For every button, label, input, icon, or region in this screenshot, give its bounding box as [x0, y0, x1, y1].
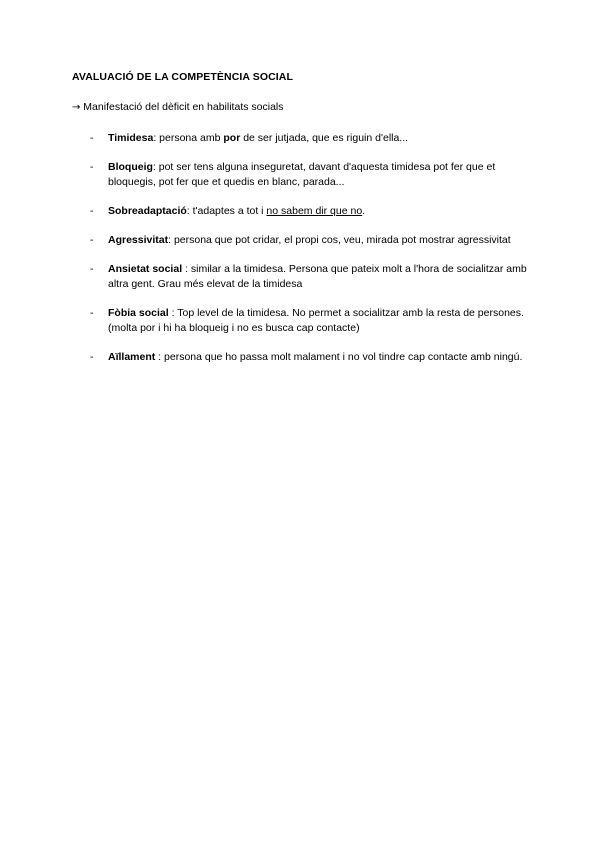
section-subtitle: [72, 101, 284, 113]
item-text: : pot ser tens alguna inseguretat, davant d'aquesta timidesa pot fer que et bloquegis, pot fer que et quedis en blanc, parada...: [108, 161, 496, 188]
item-term: Agressivitat: [108, 234, 169, 246]
item-text: : Top level de la timidesa. No permet a socialitzar amb la resta de persones. (molta por i hi ha bloqueig i no es busca cap contacte): [108, 307, 524, 334]
arrow-right-icon: →: [72, 102, 81, 113]
deficit-list: [90, 131, 540, 379]
item-term: Fòbia social: [108, 307, 169, 319]
list-item-fobia-social: [90, 306, 540, 336]
bullet-dash: -: [90, 263, 94, 275]
item-term: Bloqueig: [108, 161, 153, 173]
item-text: .: [362, 205, 366, 217]
item-text: : t'adaptes a tot i: [186, 205, 267, 217]
item-text: : similar a la timidesa. Persona que pateix molt a l'hora de socialitzar amb altra gent. Grau més elevat de la timidesa: [108, 263, 527, 290]
page-title: AVALUACIÓ DE LA COMPETÈNCIA SOCIAL: [72, 71, 293, 83]
bullet-dash: -: [90, 205, 94, 217]
list-item-sobreadaptacio: [90, 204, 540, 219]
list-item-ansietat-social: [90, 262, 540, 292]
item-text: : persona que ho passa molt malament i no vol tindre cap contacte amb ningú.: [155, 351, 523, 363]
item-text: : persona amb: [153, 132, 224, 144]
bullet-dash: -: [90, 307, 94, 319]
bullet-dash: -: [90, 234, 94, 246]
bullet-dash: -: [90, 132, 94, 144]
item-text: : persona que pot cridar, el propi cos, veu, mirada pot mostrar agressivitat: [168, 234, 511, 246]
item-term: Sobreadaptació: [108, 205, 187, 217]
item-underlined-text: no sabem dir que no: [266, 205, 363, 217]
bullet-dash: -: [90, 161, 94, 173]
item-term: Aïllament: [108, 351, 156, 363]
list-item-bloqueig: [90, 160, 540, 190]
list-item-agressivitat: [90, 233, 540, 248]
subtitle-text: Manifestació del dèficit en habilitats socials: [80, 101, 284, 113]
item-term: Timidesa: [108, 132, 154, 144]
item-term: Ansietat social: [108, 263, 183, 275]
list-item-aillament: [90, 350, 540, 365]
list-item-timidesa: [90, 131, 540, 146]
bullet-dash: -: [90, 351, 94, 363]
item-bold-word: por: [223, 132, 241, 144]
item-text: de ser jutjada, que es riguin d'ella...: [240, 132, 409, 144]
